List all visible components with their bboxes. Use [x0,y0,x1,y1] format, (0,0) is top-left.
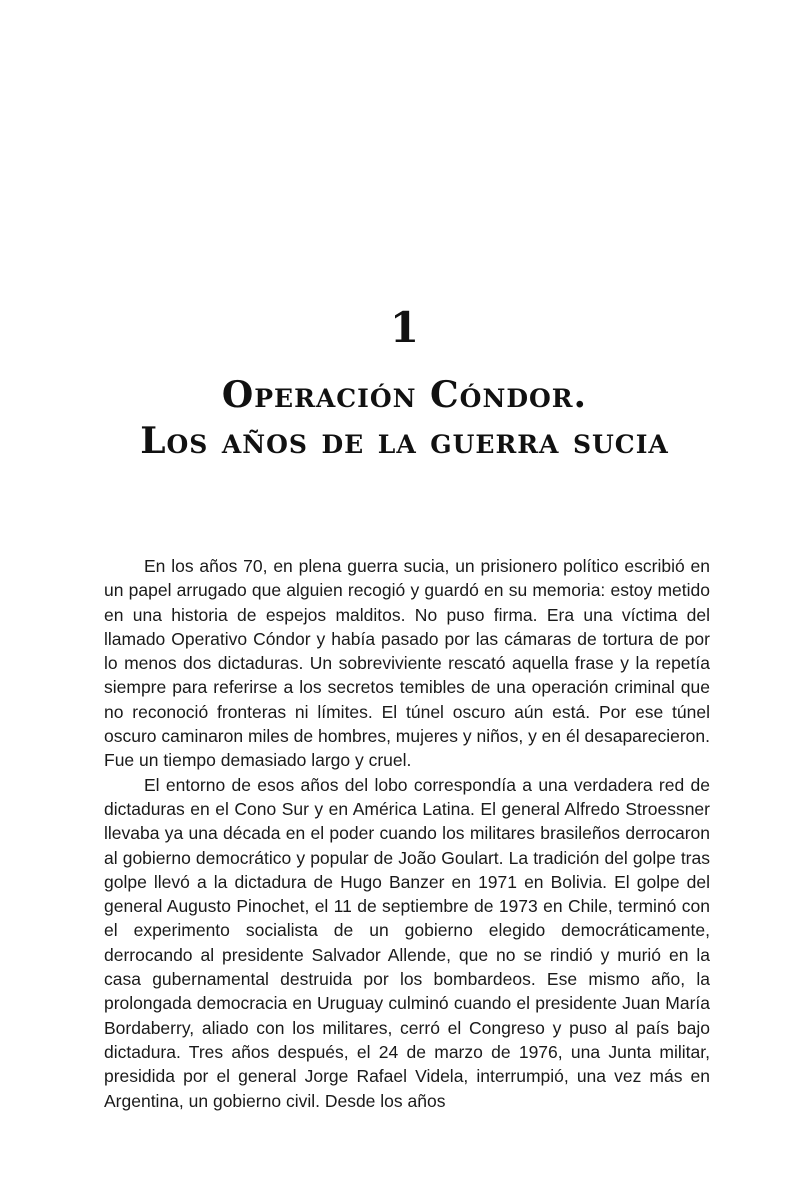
chapter-number: 1 [389,303,420,352]
chapter-title-line-2: Los años de la guerra sucia [140,420,669,462]
chapter-title [0,372,809,464]
body-text [104,554,710,1113]
paragraph-2: El entorno de esos años del lobo correspondía a una verdadera red de dictaduras en el Cono Sur y en América Latina. El general Alfredo Stroessner llevaba ya una década en el poder cuando los militares brasileños derrocaron al gobierno democrático y popular de João Goulart. La tradición del golpe tras golpe llevó a la dictadura de Hugo Banzer en 1971 en Bolivia. El golpe del general Augusto Pinochet, el 11 de septiembre de 1973 en Chile, terminó con el experimento socialista de un gobierno elegido democráticamente, derrocando al presidente Salvador Allende, que no se rindió y murió en la casa gubernamental destruida por los bombardeos. Ese mismo año, la prolongada democracia en Uruguay culminó cuando el presidente Juan María Bordaberry, aliado con los militares, cerró el Congreso y puso al país bajo dictadura. Tres años después, el 24 de marzo de 1976, una Junta militar, presidida por el general Jorge Rafael Videla, interrumpió, una vez más en Argentina, un gobierno civil. Desde los años [104,774,710,1111]
paragraph-1: En los años 70, en plena guerra sucia, un prisionero político escribió en un papel arrugado que alguien recogió y guardó en su memoria: estoy metido en una historia de espejos malditos. No puso firma. Era una víctima del llamado Operativo Cóndor y había pasado por las cámaras de tortura de por lo menos dos dictaduras. Un sobreviviente rescató aquella frase y la repetía siempre para referirse a los secretos temibles de una operación criminal que no reconoció fronteras ni límites. El túnel oscuro aún está. Por ese túnel oscuro caminaron miles de hombres, mujeres y niños, y en él desaparecieron. Fue un tiempo demasiado largo y cruel. [104,556,710,771]
chapter-title-line-1: Operación Cóndor. [221,374,588,416]
